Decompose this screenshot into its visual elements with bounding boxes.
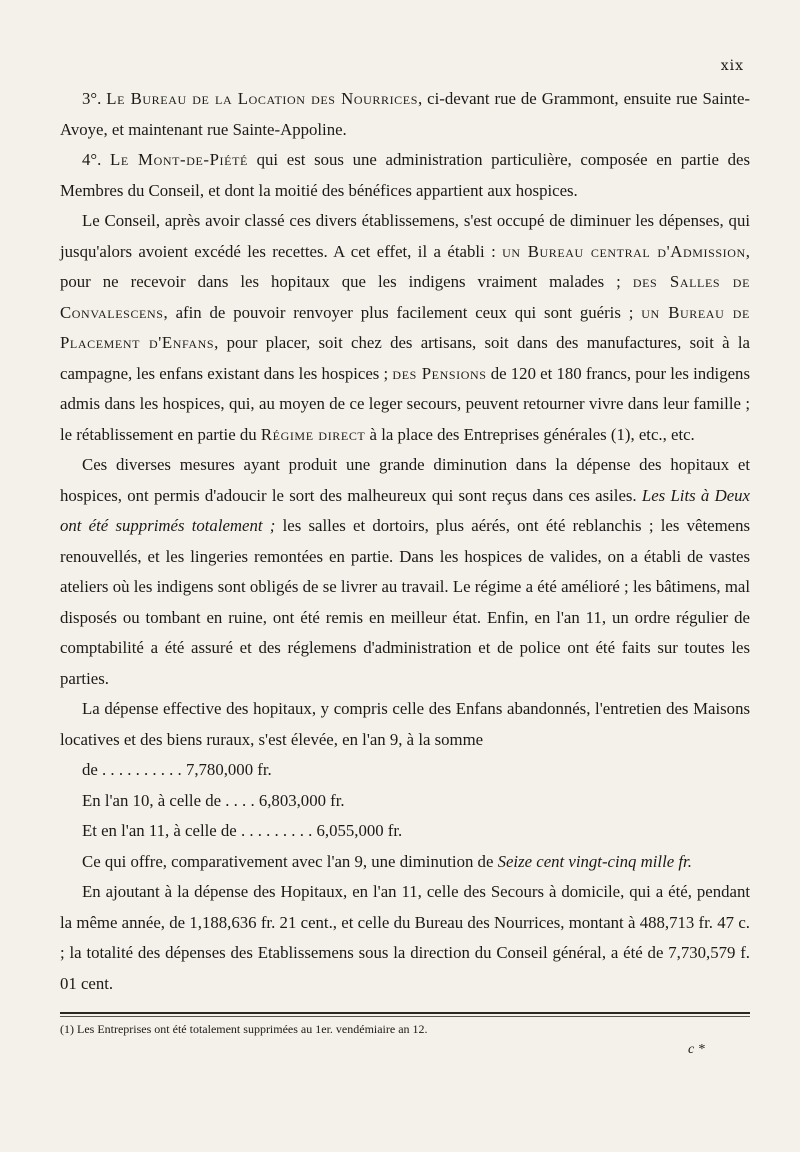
amount-value: 6,803,000 fr. xyxy=(258,790,345,810)
text-run: les salles et dortoirs, plus aérés, ont été reblanchis ; les vêtemens renouvellés, et les lingeries remontées en partie. Dans les hospices de valides, on a établi de vastes ateliers où les indigens sont obligés de se livrer au travail. Le régime a été amélioré ; les bâtimens, mal disposés ou tombant en ruine, ont été remis en meilleur état. Enfin, en l'an 11, un ordre régulier de comptabilité a été assuré et des réglemens d'administration et de police ont été faits sur toutes les parties. xyxy=(60,516,750,688)
amount-line xyxy=(60,755,750,786)
paragraph xyxy=(60,694,750,755)
text-run: 4°. xyxy=(82,150,110,169)
text-run: qui est sous une administration particulière, composée en partie des Membres du Conseil, et dont la moitié des bénéfices appartient aux hospices. xyxy=(60,150,750,200)
small-caps-term: un Bureau de Placement d'Enfans xyxy=(60,302,750,352)
amount-value: 6,055,000 fr. xyxy=(316,821,403,840)
paragraph xyxy=(60,84,750,145)
footnote: (1) Les Entreprises ont été totalement supprimées au 1er. vendémiaire an 12. xyxy=(60,1022,428,1036)
small-caps-term: Le Mont-de-Piété xyxy=(109,150,248,169)
small-caps-term: Régime direct xyxy=(260,424,366,444)
paragraph xyxy=(60,145,750,206)
small-caps-term: Le Bureau de la Location des Nourrices xyxy=(106,89,418,108)
text-run: à la place des Entreprises générales (1), etc., etc. xyxy=(365,424,695,444)
text-run: En ajoutant à la dépense des Hopitaux, en l'an 11, celle des Secours à domicile, qui a été, pendant la même année, de 1,188,636 fr. 21 cent., et celle du Bureau des Nourrices, montant à 488,713 fr. 47 c. ; la totalité des dépenses des Etablissemens sous la direction du Conseil général, a été de 7,730,579 f. 01 cent. xyxy=(60,882,750,993)
small-caps-term: un Bureau central d'Admission xyxy=(502,241,746,261)
italic-text: Les Lits à Deux ont été supprimés totalement ; xyxy=(60,485,750,535)
text-run: , ci-devant rue de Grammont, ensuite rue Sainte-Avoye, et maintenant rue Sainte-Appoline. xyxy=(60,89,750,139)
amount-label: En l'an 10, à celle de . . . . xyxy=(82,790,259,810)
text-run: Ce qui offre, comparativement avec l'an 9, une diminution de xyxy=(82,851,498,871)
amount-label: de . . . . . . . . . . xyxy=(82,760,186,779)
amount-value: 7,780,000 fr. xyxy=(185,760,272,779)
amount-line xyxy=(60,816,750,847)
text-run: La dépense effective des hopitaux, y compris celle des Enfans abandonnés, l'entretien des Maisons locatives et des biens ruraux, s'est élevée, en l'an 9, à la somme xyxy=(60,699,750,749)
small-caps-term: des Pensions xyxy=(392,363,487,383)
text-run: , afin de pouvoir renvoyer plus facilement ceux qui sont guéris ; xyxy=(163,302,642,322)
amount-label: Et en l'an 11, à celle de . . . . . . . . . xyxy=(82,821,317,840)
small-caps-term: des Salles de Convalescens xyxy=(60,272,750,322)
text-run: , pour ne recevoir dans les hopitaux que les indigens vraiment malades ; xyxy=(60,241,750,291)
amount-line xyxy=(60,786,750,817)
text-run: 3°. xyxy=(82,89,107,108)
text-run: Le Conseil, après avoir classé ces divers établissemens, s'est occupé de diminuer les dépenses, qui jusqu'alors avoient excédé les recettes. A cet effet, il a établi : xyxy=(60,211,750,261)
page-number: xix xyxy=(720,58,744,74)
italic-text: Seize cent vingt-cinq mille fr. xyxy=(497,851,692,871)
paragraphs xyxy=(60,84,750,755)
body-text xyxy=(60,84,750,999)
paragraph xyxy=(60,206,750,450)
signature-mark: c * xyxy=(688,1042,705,1057)
footnote-rule xyxy=(60,1012,750,1014)
text-run: , pour placer, soit chez des artisans, soit dans des manufactures, soit à la campagne, les enfans existant dans les hospices ; xyxy=(60,333,750,383)
text-run: Ces diverses mesures ayant produit une grande diminution dans la dépense des hopitaux et hospices, ont permis d'adoucir le sort des malheureux qui sont reçus dans ces asiles. xyxy=(60,455,750,505)
text-run: de 120 et 180 francs, pour les indigens admis dans les hospices, qui, au moyen de ce leger secours, peuvent retourner vivre dans leur famille ; le rétablissement en partie du xyxy=(60,363,750,444)
footnote-rule-thin xyxy=(60,1016,750,1017)
amount-list xyxy=(60,755,750,847)
paragraph xyxy=(60,847,750,878)
paragraph xyxy=(60,450,750,694)
paragraph xyxy=(60,877,750,999)
closing-paragraphs xyxy=(60,847,750,1000)
